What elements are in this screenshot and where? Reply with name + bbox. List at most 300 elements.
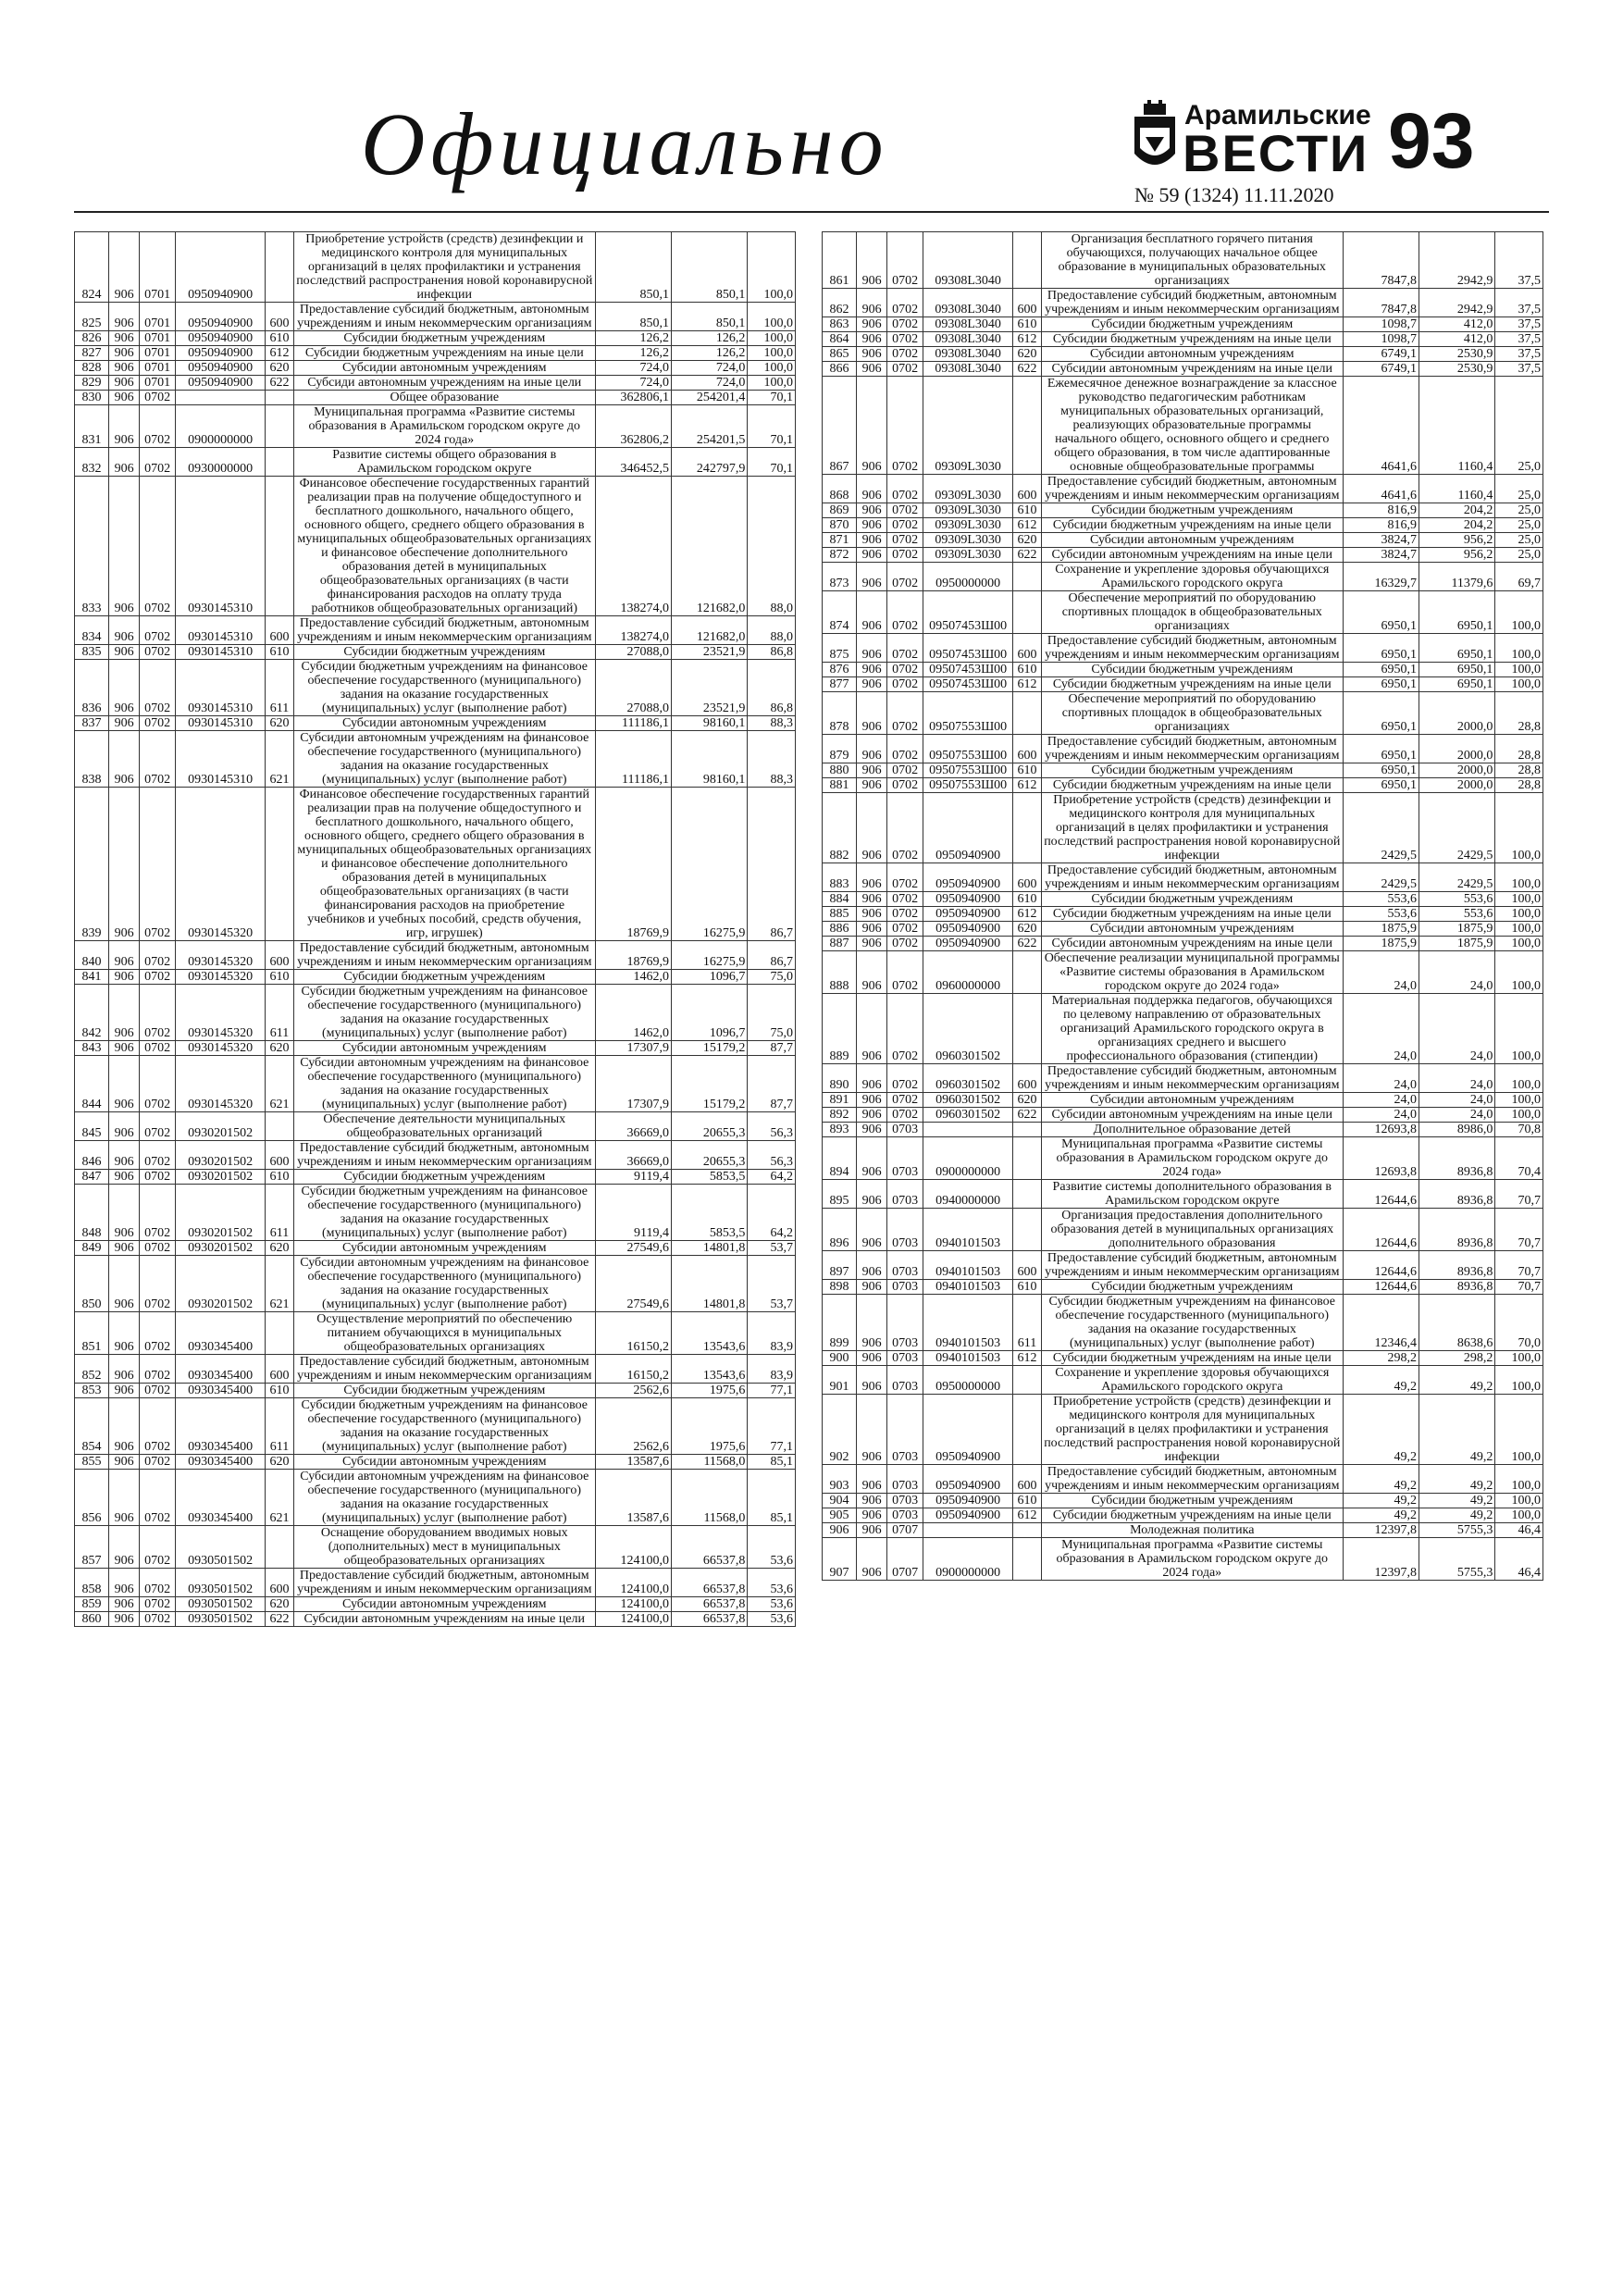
planned-amount: 126,2 [595, 331, 671, 346]
execution-percent: 88,0 [748, 477, 796, 616]
right-table-body [823, 232, 1543, 1581]
ministry-code: 906 [109, 1355, 140, 1384]
planned-amount: 362806,2 [595, 405, 671, 448]
page-header [0, 0, 1623, 222]
table-row [75, 1455, 796, 1470]
item-description: Субсидии автономным учреждениям [1041, 347, 1343, 362]
planned-amount: 27088,0 [595, 660, 671, 716]
row-number: 893 [823, 1123, 857, 1137]
executed-amount: 66537,8 [672, 1612, 748, 1627]
planned-amount: 553,6 [1343, 907, 1419, 922]
item-description: Субсидии автономным учреждениям на финансовое обеспечение государственного (муниципального) задания на оказание государственных (муниципальных) услуг (выполнение работ) [293, 1256, 595, 1312]
executed-amount: 98160,1 [672, 731, 748, 788]
row-number: 877 [823, 677, 857, 692]
item-description: Субсидии бюджетным учреждениям [1041, 503, 1343, 518]
table-row [823, 994, 1543, 1064]
table-row [75, 1056, 796, 1112]
executed-amount: 412,0 [1419, 332, 1495, 347]
ministry-code: 906 [857, 1137, 887, 1180]
executed-amount: 1975,6 [672, 1398, 748, 1455]
execution-percent: 85,1 [748, 1455, 796, 1470]
row-number: 838 [75, 731, 109, 788]
row-number: 846 [75, 1141, 109, 1170]
table-row [823, 1251, 1543, 1280]
expense-type: 611 [266, 660, 294, 716]
execution-percent: 77,1 [748, 1384, 796, 1398]
expense-type: 612 [1013, 677, 1042, 692]
expense-type [1013, 1395, 1042, 1465]
row-number: 854 [75, 1398, 109, 1455]
expense-type: 621 [266, 1256, 294, 1312]
ministry-code: 906 [109, 376, 140, 391]
planned-amount: 6749,1 [1343, 362, 1419, 377]
ministry-code: 906 [857, 793, 887, 863]
item-description: Обеспечение мероприятий по оборудованию спортивных площадок в общеобразовательных организациях [1041, 692, 1343, 735]
execution-percent: 100,0 [1495, 922, 1543, 937]
target-code: 0940101503 [923, 1251, 1013, 1280]
planned-amount: 816,9 [1343, 518, 1419, 533]
planned-amount: 17307,9 [595, 1041, 671, 1056]
item-description: Субсидии бюджетным учреждениям на иные цели [293, 346, 595, 361]
target-code: 0900000000 [176, 405, 266, 448]
table-row [823, 1366, 1543, 1395]
executed-amount: 8936,8 [1419, 1180, 1495, 1209]
ministry-code: 906 [109, 1256, 140, 1312]
target-code: 0950940900 [923, 1395, 1013, 1465]
row-number: 829 [75, 376, 109, 391]
planned-amount: 12644,6 [1343, 1251, 1419, 1280]
executed-amount: 66537,8 [672, 1597, 748, 1612]
ministry-code: 906 [857, 1523, 887, 1538]
table-row [823, 763, 1543, 778]
expense-type: 600 [1013, 863, 1042, 892]
execution-percent: 86,7 [748, 941, 796, 970]
expense-type: 600 [1013, 475, 1042, 503]
expense-type: 620 [1013, 533, 1042, 548]
ministry-code: 906 [857, 1180, 887, 1209]
executed-amount: 24,0 [1419, 951, 1495, 994]
brand-main: ВЕСТИ [1183, 124, 1369, 182]
row-number: 899 [823, 1295, 857, 1351]
expense-type [266, 1312, 294, 1355]
item-description: Субсидии бюджетным учреждениям [293, 331, 595, 346]
ministry-code: 906 [857, 1064, 887, 1093]
ministry-code: 906 [109, 1112, 140, 1141]
target-code: 09309L3030 [923, 548, 1013, 563]
expense-type: 612 [1013, 332, 1042, 347]
row-number: 863 [823, 317, 857, 332]
expense-type [266, 232, 294, 303]
section-code: 0702 [140, 1241, 176, 1256]
table-row [823, 1538, 1543, 1581]
section-code: 0703 [887, 1351, 923, 1366]
section-code: 0703 [887, 1494, 923, 1508]
executed-amount: 8936,8 [1419, 1251, 1495, 1280]
execution-percent: 53,7 [748, 1256, 796, 1312]
row-number: 884 [823, 892, 857, 907]
target-code: 09507453Ш00 [923, 677, 1013, 692]
execution-percent: 37,5 [1495, 347, 1543, 362]
left-column [74, 231, 796, 1627]
row-number: 827 [75, 346, 109, 361]
ministry-code: 906 [857, 1093, 887, 1108]
execution-percent: 88,0 [748, 616, 796, 645]
section-code: 0702 [887, 951, 923, 994]
table-row [823, 1494, 1543, 1508]
target-code: 0930145320 [176, 985, 266, 1041]
planned-amount: 362806,1 [595, 391, 671, 405]
item-description: Субсидии бюджетным учреждениям на иные цели [1041, 1351, 1343, 1366]
ministry-code: 906 [857, 692, 887, 735]
item-description: Субсидии бюджетным учреждениям [293, 645, 595, 660]
table-row [823, 1508, 1543, 1523]
table-row [823, 362, 1543, 377]
row-number: 880 [823, 763, 857, 778]
item-description: Субсидии автономным учреждениям на финансовое обеспечение государственного (муниципального) задания на оказание государственных (муниципальных) услуг (выполнение работ) [293, 1470, 595, 1526]
execution-percent: 25,0 [1495, 548, 1543, 563]
expense-type: 620 [1013, 347, 1042, 362]
planned-amount: 16150,2 [595, 1312, 671, 1355]
table-row [823, 332, 1543, 347]
executed-amount: 2429,5 [1419, 793, 1495, 863]
ministry-code: 906 [857, 362, 887, 377]
executed-amount: 2000,0 [1419, 763, 1495, 778]
table-row [75, 1597, 796, 1612]
executed-amount: 1160,4 [1419, 475, 1495, 503]
table-row [823, 692, 1543, 735]
execution-percent: 100,0 [748, 361, 796, 376]
execution-percent: 77,1 [748, 1398, 796, 1455]
execution-percent: 100,0 [1495, 1351, 1543, 1366]
execution-percent: 70,7 [1495, 1251, 1543, 1280]
ministry-code: 906 [857, 1465, 887, 1494]
row-number: 833 [75, 477, 109, 616]
section-code: 0702 [140, 1312, 176, 1355]
budget-table-right [822, 231, 1543, 1581]
item-description: Субсидии автономным учреждениям [293, 1455, 595, 1470]
target-code: 09507553Ш00 [923, 735, 1013, 763]
row-number: 902 [823, 1395, 857, 1465]
executed-amount: 956,2 [1419, 533, 1495, 548]
section-code: 0702 [887, 692, 923, 735]
executed-amount: 6950,1 [1419, 634, 1495, 663]
section-code: 0702 [140, 941, 176, 970]
row-number: 849 [75, 1241, 109, 1256]
planned-amount: 850,1 [595, 303, 671, 331]
target-code: 0930145320 [176, 788, 266, 941]
item-description: Субсидии бюджетным учреждениям на иные цели [1041, 518, 1343, 533]
row-number: 900 [823, 1351, 857, 1366]
section-code: 0702 [887, 317, 923, 332]
execution-percent: 64,2 [748, 1185, 796, 1241]
table-row [75, 1470, 796, 1526]
section-code: 0702 [140, 405, 176, 448]
table-row [823, 1209, 1543, 1251]
expense-type: 610 [1013, 892, 1042, 907]
planned-amount: 124100,0 [595, 1612, 671, 1627]
item-description: Субсидии автономным учреждениям [1041, 533, 1343, 548]
section-code: 0702 [140, 788, 176, 941]
expense-type: 610 [1013, 763, 1042, 778]
section-code: 0702 [140, 1112, 176, 1141]
planned-amount: 9119,4 [595, 1185, 671, 1241]
target-code: 0960301502 [923, 1064, 1013, 1093]
planned-amount: 13587,6 [595, 1455, 671, 1470]
section-code: 0702 [887, 563, 923, 591]
row-number: 826 [75, 331, 109, 346]
target-code: 0950000000 [923, 563, 1013, 591]
execution-percent: 100,0 [1495, 1093, 1543, 1108]
ministry-code: 906 [109, 448, 140, 477]
target-code: 09309L3030 [923, 475, 1013, 503]
table-row [823, 289, 1543, 317]
planned-amount: 6950,1 [1343, 763, 1419, 778]
planned-amount: 13587,6 [595, 1470, 671, 1526]
item-description: Субсидии бюджетным учреждениям на иные цели [1041, 677, 1343, 692]
row-number: 855 [75, 1455, 109, 1470]
section-code: 0703 [887, 1280, 923, 1295]
execution-percent: 56,3 [748, 1112, 796, 1141]
executed-amount: 14801,8 [672, 1241, 748, 1256]
section-code: 0703 [887, 1295, 923, 1351]
right-column [822, 231, 1543, 1581]
target-code: 0930345400 [176, 1470, 266, 1526]
executed-amount: 2000,0 [1419, 692, 1495, 735]
section-code: 0702 [887, 377, 923, 475]
item-description: Субсидии бюджетным учреждениям на иные цели [1041, 332, 1343, 347]
ministry-code: 906 [857, 1351, 887, 1366]
brand-top: Арамильские [1184, 100, 1371, 130]
section-code: 0702 [140, 1141, 176, 1170]
ministry-code: 906 [109, 391, 140, 405]
target-code: 0930201502 [176, 1185, 266, 1241]
execution-percent: 46,4 [1495, 1538, 1543, 1581]
item-description: Субсидии бюджетным учреждениям на финансовое обеспечение государственного (муниципального) задания на оказание государственных (муниципальных) услуг (выполнение работ) [293, 1398, 595, 1455]
item-description: Предоставление субсидий бюджетным, автономным учреждениям и иным некоммерческим организациям [1041, 1064, 1343, 1093]
executed-amount: 20655,3 [672, 1141, 748, 1170]
target-code: 0950940900 [176, 232, 266, 303]
ministry-code: 906 [109, 1312, 140, 1355]
item-description: Субсидии бюджетным учреждениям [1041, 1280, 1343, 1295]
executed-amount: 553,6 [1419, 907, 1495, 922]
executed-amount: 24,0 [1419, 1064, 1495, 1093]
expense-type: 600 [266, 1141, 294, 1170]
row-number: 897 [823, 1251, 857, 1280]
item-description: Предоставление субсидий бюджетным, автономным учреждениям и иным некоммерческим организациям [293, 303, 595, 331]
planned-amount: 12693,8 [1343, 1123, 1419, 1137]
execution-percent: 86,8 [748, 660, 796, 716]
expense-type [266, 391, 294, 405]
table-row [75, 1170, 796, 1185]
expense-type [1013, 1137, 1042, 1180]
section-code: 0701 [140, 346, 176, 361]
table-row [823, 922, 1543, 937]
expense-type [1013, 1209, 1042, 1251]
table-row [823, 907, 1543, 922]
row-number: 832 [75, 448, 109, 477]
executed-amount: 204,2 [1419, 518, 1495, 533]
table-row [823, 1180, 1543, 1209]
row-number: 879 [823, 735, 857, 763]
item-description: Общее образование [293, 391, 595, 405]
planned-amount: 1462,0 [595, 970, 671, 985]
expense-type: 610 [266, 970, 294, 985]
execution-percent: 88,3 [748, 716, 796, 731]
execution-percent: 70,7 [1495, 1180, 1543, 1209]
section-code: 0702 [140, 985, 176, 1041]
item-description: Субсидии бюджетным учреждениям [293, 970, 595, 985]
expense-type: 600 [1013, 289, 1042, 317]
expense-type [1013, 1123, 1042, 1137]
item-description: Субсидии автономным учреждениям на финансовое обеспечение государственного (муниципального) задания на оказание государственных (муниципальных) услуг (выполнение работ) [293, 1056, 595, 1112]
row-number: 871 [823, 533, 857, 548]
target-code: 0930145320 [176, 1056, 266, 1112]
row-number: 870 [823, 518, 857, 533]
ministry-code: 906 [109, 1041, 140, 1056]
target-code: 0930201502 [176, 1256, 266, 1312]
planned-amount: 124100,0 [595, 1569, 671, 1597]
execution-percent: 25,0 [1495, 518, 1543, 533]
section-code: 0702 [140, 1041, 176, 1056]
item-description: Развитие системы дополнительного образования в Арамильском городском округе [1041, 1180, 1343, 1209]
ministry-code: 906 [857, 1366, 887, 1395]
section-code: 0702 [140, 477, 176, 616]
table-row [823, 548, 1543, 563]
ministry-code: 906 [109, 303, 140, 331]
executed-amount: 49,2 [1419, 1366, 1495, 1395]
row-number: 847 [75, 1170, 109, 1185]
section-code: 0702 [887, 1093, 923, 1108]
planned-amount: 850,1 [595, 232, 671, 303]
section-code: 0702 [887, 518, 923, 533]
row-number: 828 [75, 361, 109, 376]
planned-amount: 111186,1 [595, 716, 671, 731]
item-description: Обеспечение реализации муниципальной программы «Развитие системы образования в Арамильском городском округе до 2024 года» [1041, 951, 1343, 994]
execution-percent: 53,6 [748, 1526, 796, 1569]
expense-type [1013, 793, 1042, 863]
executed-amount: 15179,2 [672, 1056, 748, 1112]
planned-amount: 6950,1 [1343, 634, 1419, 663]
table-row [75, 346, 796, 361]
execution-percent: 100,0 [1495, 1108, 1543, 1123]
section-code: 0707 [887, 1538, 923, 1581]
ministry-code: 906 [857, 1494, 887, 1508]
planned-amount: 126,2 [595, 346, 671, 361]
planned-amount: 111186,1 [595, 731, 671, 788]
expense-type: 620 [266, 716, 294, 731]
section-code: 0701 [140, 361, 176, 376]
item-description: Приобретение устройств (средств) дезинфекции и медицинского контроля для муниципальных организаций в целях профилактики и устранения последствий распространения новой коронавирусной инфекции [1041, 793, 1343, 863]
executed-amount: 66537,8 [672, 1569, 748, 1597]
execution-percent: 100,0 [748, 232, 796, 303]
expense-type: 600 [266, 941, 294, 970]
row-number: 866 [823, 362, 857, 377]
table-row [823, 1108, 1543, 1123]
item-description: Финансовое обеспечение государственных гарантий реализации прав на получение общедоступного и бесплатного дошкольного, начального общего, основного общего, среднего общего образования в муниципальных общеобразовательных организациях и финансовое обеспечение дополнительного образования детей в муниципальных общеобразовательных организациях (в части финансирования расходов на оплату труда работников общеобразовательных организаций) [293, 477, 595, 616]
planned-amount: 2429,5 [1343, 863, 1419, 892]
ministry-code: 906 [109, 660, 140, 716]
ministry-code: 906 [857, 1280, 887, 1295]
executed-amount: 11379,6 [1419, 563, 1495, 591]
executed-amount: 204,2 [1419, 503, 1495, 518]
target-code: 0950940900 [176, 331, 266, 346]
executed-amount: 2429,5 [1419, 863, 1495, 892]
ministry-code: 906 [857, 591, 887, 634]
expense-type: 612 [1013, 518, 1042, 533]
target-code: 0900000000 [923, 1538, 1013, 1581]
execution-percent: 100,0 [1495, 591, 1543, 634]
table-row [823, 533, 1543, 548]
executed-amount: 5755,3 [1419, 1523, 1495, 1538]
planned-amount: 724,0 [595, 361, 671, 376]
section-code: 0702 [140, 1470, 176, 1526]
item-description: Обеспечение деятельности муниципальных общеобразовательных организаций [293, 1112, 595, 1141]
executed-amount: 2000,0 [1419, 735, 1495, 763]
target-code: 0930145320 [176, 970, 266, 985]
execution-percent: 28,8 [1495, 763, 1543, 778]
target-code: 09507453Ш00 [923, 634, 1013, 663]
item-description: Предоставление субсидий бюджетным, автономным учреждениям и иным некоммерческим организациям [293, 941, 595, 970]
executed-amount: 98160,1 [672, 716, 748, 731]
expense-type: 600 [1013, 1064, 1042, 1093]
executed-amount: 6950,1 [1419, 591, 1495, 634]
target-code: 0930345400 [176, 1312, 266, 1355]
target-code: 0930145310 [176, 645, 266, 660]
execution-percent: 53,7 [748, 1241, 796, 1256]
ministry-code: 906 [857, 563, 887, 591]
execution-percent: 86,7 [748, 788, 796, 941]
execution-percent: 100,0 [1495, 1494, 1543, 1508]
ministry-code: 906 [109, 970, 140, 985]
row-number: 875 [823, 634, 857, 663]
section-code: 0703 [887, 1366, 923, 1395]
table-row [823, 475, 1543, 503]
target-code: 0950940900 [923, 1494, 1013, 1508]
expense-type: 620 [1013, 1093, 1042, 1108]
item-description: Субсидии автономным учреждениям [293, 361, 595, 376]
target-code: 09309L3030 [923, 518, 1013, 533]
expense-type [1013, 377, 1042, 475]
ministry-code: 906 [857, 1538, 887, 1581]
expense-type: 611 [1013, 1295, 1042, 1351]
ministry-code: 906 [109, 788, 140, 941]
ministry-code: 906 [109, 941, 140, 970]
execution-percent: 87,7 [748, 1056, 796, 1112]
row-number: 904 [823, 1494, 857, 1508]
executed-amount: 5853,5 [672, 1185, 748, 1241]
expense-type: 620 [266, 1455, 294, 1470]
row-number: 906 [823, 1523, 857, 1538]
expense-type: 622 [1013, 937, 1042, 951]
planned-amount: 24,0 [1343, 1108, 1419, 1123]
section-code: 0702 [887, 634, 923, 663]
ministry-code: 906 [109, 1612, 140, 1627]
execution-percent: 83,9 [748, 1312, 796, 1355]
ministry-code: 906 [857, 937, 887, 951]
row-number: 848 [75, 1185, 109, 1241]
row-number: 886 [823, 922, 857, 937]
execution-percent: 100,0 [1495, 1366, 1543, 1395]
ministry-code: 906 [109, 1470, 140, 1526]
execution-percent: 70,8 [1495, 1123, 1543, 1137]
target-code: 0930145310 [176, 660, 266, 716]
row-number: 825 [75, 303, 109, 331]
target-code: 0950000000 [923, 1366, 1013, 1395]
expense-type: 621 [266, 1056, 294, 1112]
execution-percent: 100,0 [1495, 1395, 1543, 1465]
executed-amount: 1096,7 [672, 970, 748, 985]
item-description: Субсидии автономным учреждениям [1041, 922, 1343, 937]
